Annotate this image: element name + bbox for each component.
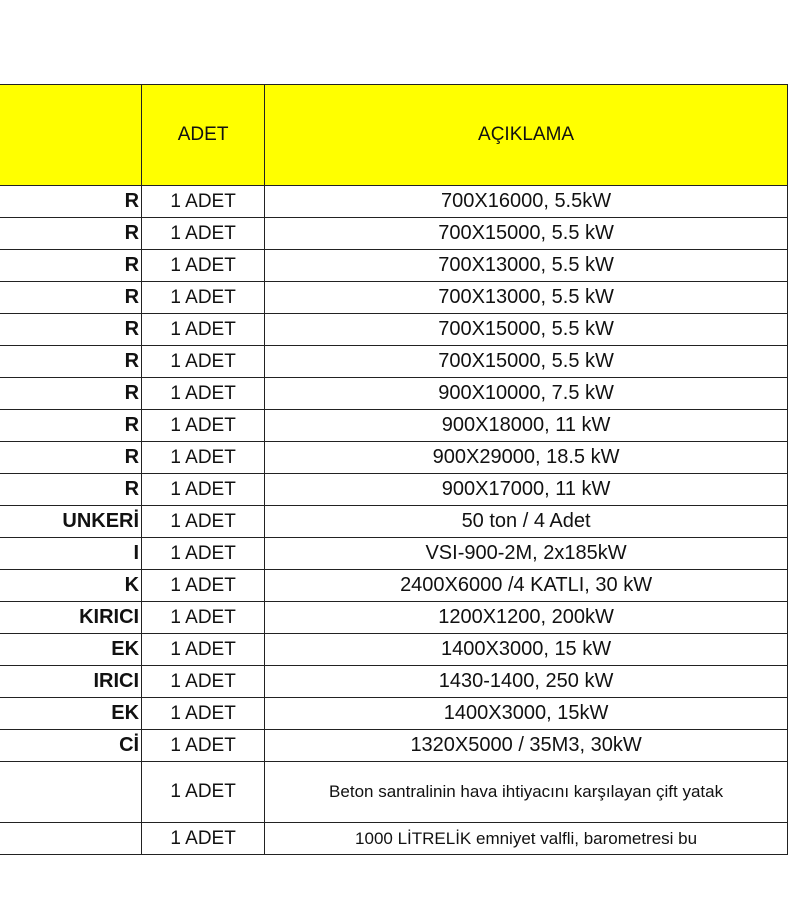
table-row <box>0 730 788 762</box>
quantity-cell: 1 ADET <box>142 506 265 538</box>
quantity-cell: 1 ADET <box>142 250 265 282</box>
table-row <box>0 282 788 314</box>
description-cell: Beton santralinin hava ihtiyacını karşılayan çift yatak <box>265 762 788 823</box>
header-name-cell <box>0 85 142 186</box>
equipment-name-cell: R <box>0 314 142 346</box>
quantity-cell: 1 ADET <box>142 634 265 666</box>
equipment-name-cell: R <box>0 378 142 410</box>
quantity-cell: 1 ADET <box>142 314 265 346</box>
quantity-cell: 1 ADET <box>142 730 265 762</box>
header-desc-cell: AÇIKLAMA <box>265 85 788 186</box>
description-cell: 1400X3000, 15 kW <box>265 634 788 666</box>
quantity-cell: 1 ADET <box>142 410 265 442</box>
table-row <box>0 442 788 474</box>
quantity-cell: 1 ADET <box>142 442 265 474</box>
description-cell: VSI-900-2M, 2x185kW <box>265 538 788 570</box>
table-row <box>0 378 788 410</box>
table-row <box>0 762 788 823</box>
description-cell: 1400X3000, 15kW <box>265 698 788 730</box>
description-cell: 700X15000, 5.5 kW <box>265 346 788 378</box>
equipment-name-cell: R <box>0 346 142 378</box>
quantity-cell: 1 ADET <box>142 570 265 602</box>
equipment-name-cell: R <box>0 410 142 442</box>
equipment-name-cell: EK <box>0 698 142 730</box>
description-cell: 700X15000, 5.5 kW <box>265 314 788 346</box>
equipment-name-cell: UNKERİ <box>0 506 142 538</box>
equipment-name-cell: R <box>0 474 142 506</box>
equipment-name-cell: R <box>0 250 142 282</box>
description-cell: 1000 LİTRELİK emniyet valfli, barometresi bu <box>265 823 788 855</box>
header-row <box>0 85 788 186</box>
description-cell: 900X29000, 18.5 kW <box>265 442 788 474</box>
table-row <box>0 823 788 855</box>
description-cell: 1320X5000 / 35M3, 30kW <box>265 730 788 762</box>
quantity-cell: 1 ADET <box>142 378 265 410</box>
equipment-name-cell: Cİ <box>0 730 142 762</box>
quantity-cell: 1 ADET <box>142 666 265 698</box>
quantity-cell: 1 ADET <box>142 762 265 823</box>
equipment-name-cell: IRICI <box>0 666 142 698</box>
description-cell: 900X18000, 11 kW <box>265 410 788 442</box>
quantity-cell: 1 ADET <box>142 602 265 634</box>
table-row <box>0 474 788 506</box>
description-cell: 2400X6000 /4 KATLI, 30 kW <box>265 570 788 602</box>
table-row <box>0 410 788 442</box>
description-cell: 700X15000, 5.5 kW <box>265 218 788 250</box>
table-row <box>0 506 788 538</box>
table-row <box>0 570 788 602</box>
equipment-name-cell <box>0 823 142 855</box>
equipment-name-cell: R <box>0 218 142 250</box>
equipment-name-cell: I <box>0 538 142 570</box>
quantity-cell: 1 ADET <box>142 186 265 218</box>
quantity-cell: 1 ADET <box>142 346 265 378</box>
equipment-name-cell: R <box>0 186 142 218</box>
description-cell: 700X16000, 5.5kW <box>265 186 788 218</box>
table-row <box>0 218 788 250</box>
table-row <box>0 186 788 218</box>
table-row <box>0 314 788 346</box>
quantity-cell: 1 ADET <box>142 823 265 855</box>
quantity-cell: 1 ADET <box>142 698 265 730</box>
table-row <box>0 698 788 730</box>
table-row <box>0 634 788 666</box>
table-row <box>0 250 788 282</box>
description-cell: 1200X1200, 200kW <box>265 602 788 634</box>
equipment-name-cell: R <box>0 442 142 474</box>
description-cell: 900X10000, 7.5 kW <box>265 378 788 410</box>
table-row <box>0 666 788 698</box>
quantity-cell: 1 ADET <box>142 538 265 570</box>
quantity-cell: 1 ADET <box>142 282 265 314</box>
equipment-name-cell: K <box>0 570 142 602</box>
table-row <box>0 346 788 378</box>
description-cell: 1430-1400, 250 kW <box>265 666 788 698</box>
table-row <box>0 538 788 570</box>
quantity-cell: 1 ADET <box>142 474 265 506</box>
description-cell: 700X13000, 5.5 kW <box>265 250 788 282</box>
equipment-name-cell: KIRICI <box>0 602 142 634</box>
equipment-table <box>0 84 788 855</box>
equipment-name-cell <box>0 762 142 823</box>
header-qty-cell: ADET <box>142 85 265 186</box>
description-cell: 50 ton / 4 Adet <box>265 506 788 538</box>
description-cell: 700X13000, 5.5 kW <box>265 282 788 314</box>
description-cell: 900X17000, 11 kW <box>265 474 788 506</box>
table-row <box>0 602 788 634</box>
equipment-name-cell: R <box>0 282 142 314</box>
quantity-cell: 1 ADET <box>142 218 265 250</box>
equipment-name-cell: EK <box>0 634 142 666</box>
